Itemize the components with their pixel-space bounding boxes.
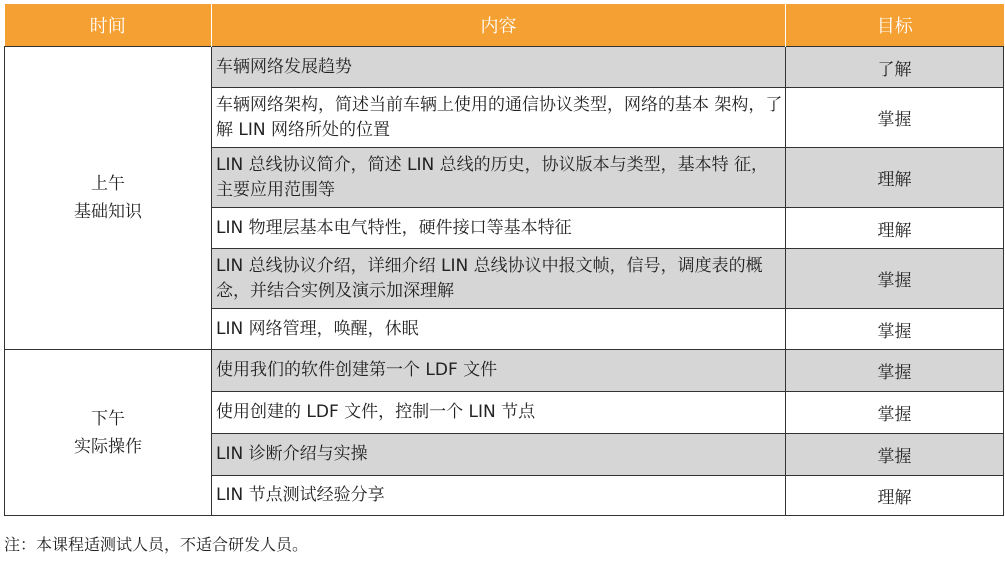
row-content: 车辆网络架构，简述当前车辆上使用的通信协议类型，网络的基本 架构，了解 LIN 网络所处的位置 — [212, 88, 786, 148]
row-content: LIN 总线协议简介，简述 LIN 总线的历史，协议版本与类型，基本特 征，主要应用范围等 — [212, 148, 786, 208]
row-target: 掌握 — [786, 88, 1004, 148]
row-target: 掌握 — [786, 434, 1004, 476]
table-row — [5, 47, 1004, 88]
row-target: 掌握 — [786, 309, 1004, 350]
row-content: LIN 网络管理，唤醒，休眠 — [212, 309, 786, 350]
row-content: 使用创建的 LDF 文件，控制一个 LIN 节点 — [212, 392, 786, 434]
row-target: 掌握 — [786, 249, 1004, 309]
session-period: 下午 — [91, 408, 125, 429]
session-topic: 实际操作 — [74, 436, 142, 457]
row-target: 理解 — [786, 148, 1004, 208]
session-morning-label — [5, 47, 212, 350]
row-content: LIN 总线协议介绍，详细介绍 LIN 总线协议中报文帧，信号，调度表的概念，并结合实例及演示加深理解 — [212, 249, 786, 309]
session-afternoon-label — [5, 350, 212, 516]
row-target: 掌握 — [786, 350, 1004, 392]
row-content: 车辆网络发展趋势 — [212, 47, 786, 88]
session-topic: 基础知识 — [74, 202, 142, 222]
table-header-row — [5, 4, 1004, 47]
header-target: 目标 — [786, 4, 1004, 47]
row-target: 理解 — [786, 208, 1004, 249]
row-target: 理解 — [786, 476, 1004, 516]
row-content: LIN 物理层基本电气特性，硬件接口等基本特征 — [212, 208, 786, 249]
row-content: LIN 诊断介绍与实操 — [212, 434, 786, 476]
course-schedule-table — [4, 4, 1004, 516]
header-time: 时间 — [5, 4, 212, 47]
table-row — [5, 350, 1004, 392]
footnote: 注：本课程适测试人员，不适合研发人员。 — [4, 535, 309, 554]
session-period: 上午 — [91, 174, 125, 194]
header-content: 内容 — [212, 4, 786, 47]
row-target: 掌握 — [786, 392, 1004, 434]
row-content: LIN 节点测试经验分享 — [212, 476, 786, 516]
row-target: 了解 — [786, 47, 1004, 88]
row-content: 使用我们的软件创建第一个 LDF 文件 — [212, 350, 786, 392]
